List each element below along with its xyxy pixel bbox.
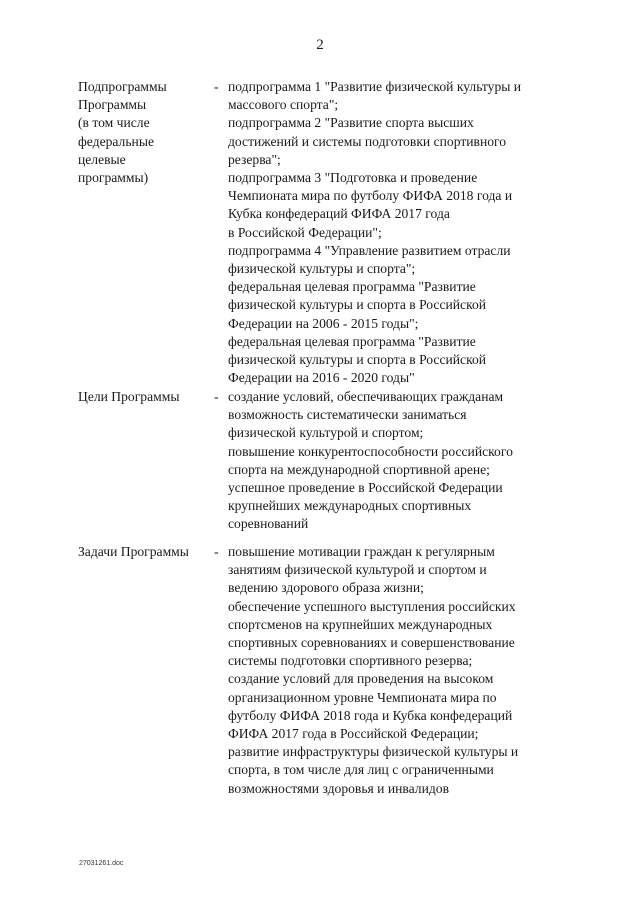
section-content: повышение мотивации граждан к регулярным занятиям физической культурой и спортом и ведению здорового образа жизни; обеспечение успешного выступления российских спортсменов на крупнейших международных спортивных соревнованиях и совершенствование системы подготовки спортивного резерва; создание условий для проведения на высоком организационном уровне Чемпионата мира по футболу ФИФА 2018 года и Кубка конфедераций ФИФА 2017 года в Российской Федерации; развитие инфраструктуры физической культуры и спорта, в том числе для лиц с ограниченными возможностями здоровья и инвалидов xyxy=(228,544,519,796)
section-content: подпрограмма 1 "Развитие физической культуры и массового спорта"; подпрограмма 2 "Развитие спорта высших достижений и системы подготовки спортивного резерва"; подпрограмма 3 "Подготовка и проведение Чемпионата мира по футболу ФИФА 2018 года и Кубка конфедераций ФИФА 2017 года в Российской Федерации"; подпрограмма 4 "Управление развитием отрасли физической культуры и спорта"; федеральная целевая программа "Развитие физической культуры и спорта в Российской Федерации на 2006 - 2015 годы"; федеральная целевая программа "Развитие физической культуры и спорта в Российской Федерации на 2016 - 2020 годы" xyxy=(228,79,522,386)
section-dash: - xyxy=(214,79,219,94)
section-dash: - xyxy=(214,389,219,404)
document-footer: 27031261.doc xyxy=(79,860,124,867)
section-content: создание условий, обеспечивающих гражданам возможность систематически заниматься физической культурой и спортом; повышение конкурентоспособности российского спорта на международной спортивной арене; успешное проведение в Российской Федерации крупнейших международных спортивных соревнований xyxy=(228,389,513,532)
section-dash: - xyxy=(214,544,219,559)
section-label: Подпрограммы Программы (в том числе федеральные целевые программы) xyxy=(78,79,167,186)
section-label: Цели Программы xyxy=(78,389,180,404)
section-label: Задачи Программы xyxy=(78,544,189,559)
page-number: 2 xyxy=(316,37,324,53)
